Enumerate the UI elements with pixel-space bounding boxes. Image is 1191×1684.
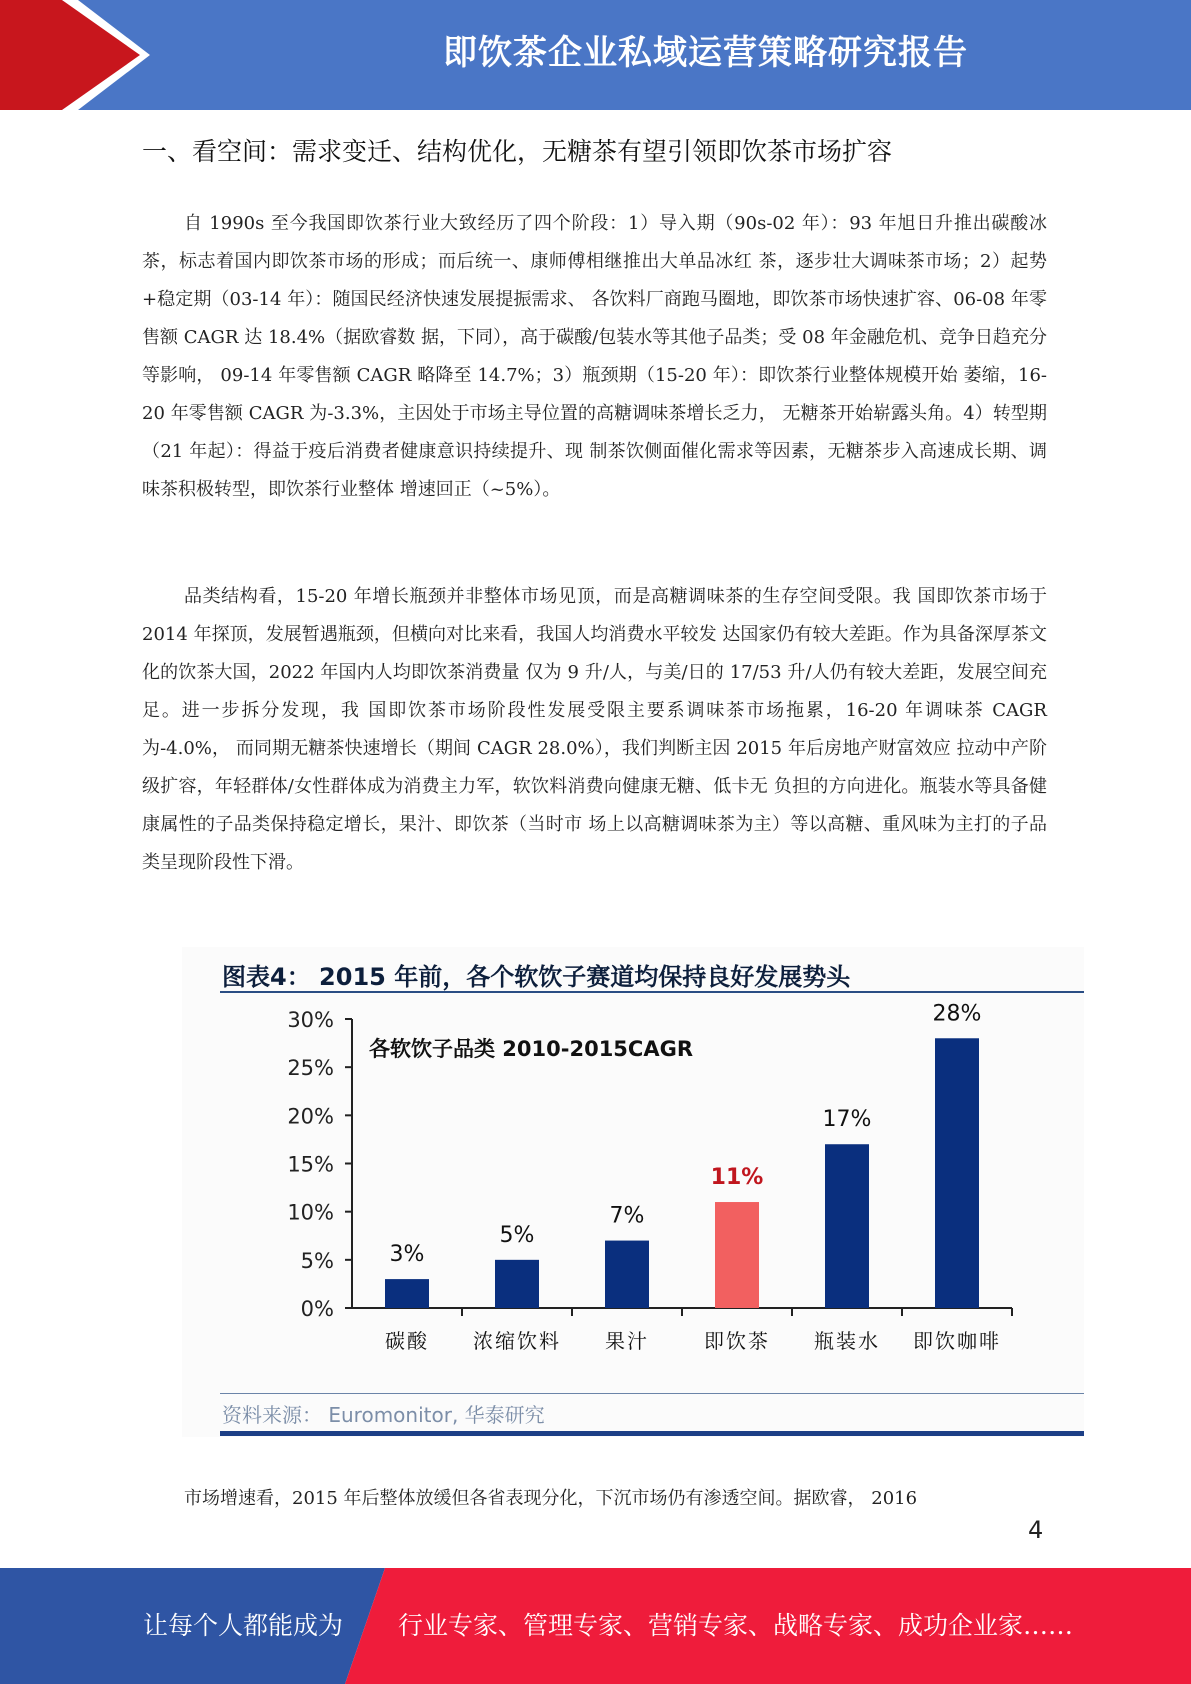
y-tick-label: 20% <box>287 1104 334 1129</box>
data-label-3: 11% <box>710 1165 764 1191</box>
figure-top-rule <box>220 991 1084 993</box>
y-tick-label: 15% <box>287 1152 334 1177</box>
report-title: 即饮茶企业私域运营策略研究报告 <box>443 33 968 73</box>
y-tick-label: 10% <box>287 1200 334 1225</box>
paragraph-category-structure: 品类结构看，15-20 年增长瓶颈并非整体市场见顶，而是高糖调味茶的生存空间受限。我 国即饮茶市场于 2014 年探顶，发展暂遇瓶颈，但横向对比来看，我国人均消费水平较发 达国家仍有较大差距。作为具备深厚茶文化的饮茶大国，2022 年国内人均即饮茶消费量 仅为 9 升/人，与美/日的 17/53 升/人仍有较大差距，发展空间充足。进一步拆分发现，我 国即饮茶市场阶段性发展受限主要系调味茶市场拖累，16-20 年调味茶 CAGR 为-4.0%， 而同期无糖茶快速增长（期间 CAGR 28.0%），我们判断主因 2015 年后房地产财富效应 拉动中产阶级扩容，年轻群体/女性群体成为消费主力军，软饮料消费向健康无糖、低卡无 负担的方向进化。瓶装水等具备健康属性的子品类保持稳定增长，果汁、即饮茶（当时市 场上以高糖调味茶为主）等以高糖、重风味为主打的子品类呈现阶段性下滑。 <box>142 586 1047 873</box>
x-tick-label-5: 即饮咖啡 <box>913 1329 1001 1353</box>
paragraph-stages: 自 1990s 至今我国即饮茶行业大致经历了四个阶段：1）导入期（90s-02 年）：93 年旭日升推出碳酸冰茶，标志着国内即饮茶市场的形成；而后统一、康师傅相继推出大单品冰红 茶，逐步壮大调味茶市场；2）起势+稳定期（03-14 年）：随国民经济快速发展提振需求、 各饮料厂商跑马圈地，即饮茶市场快速扩容、06-08 年零售额 CAGR 达 18.4%（据欧睿数 据，下同），高于碳酸/包装水等其他子品类；受 08 年金融危机、竞争日趋充分等影响， 09-14 年零售额 CAGR 略降至 14.7%；3）瓶颈期（15-20 年）：即饮茶行业整体规模开始 萎缩，16-20 年零售额 CAGR 为-3.3%，主因处于市场主导位置的高糖调味茶增长乏力， 无糖茶开始崭露头角。4）转型期（21 年起）：得益于疫后消费者健康意识持续提升、现 制茶饮侧面催化需求等因素，无糖茶步入高速成长期、调味茶积极转型，即饮茶行业整体 增速回正（~5%）。 <box>142 213 1047 500</box>
y-tick-label: 0% <box>300 1297 334 1321</box>
chart-title: 各软饮子品类 2010-2015CAGR <box>369 1037 693 1061</box>
data-label-5: 28% <box>932 1001 982 1027</box>
data-label-2: 7% <box>609 1203 645 1229</box>
bar-2 <box>605 1241 649 1308</box>
figure-source: 资料来源： Euromonitor, 华泰研究 <box>222 1403 545 1427</box>
x-tick-label-1: 浓缩饮料 <box>473 1329 561 1353</box>
bar-3 <box>715 1202 759 1308</box>
x-tick-label-4: 瓶装水 <box>814 1329 880 1353</box>
page-footer <box>0 1568 1191 1684</box>
footer-slogan-left: 让每个人都能成为 <box>143 1611 344 1640</box>
section-heading: 一、看空间：需求变迁、结构优化，无糖茶有望引领即饮茶市场扩容 <box>142 137 893 166</box>
footer-slogan-right: 行业专家、管理专家、营销专家、战略专家、成功企业家…… <box>398 1611 1074 1640</box>
page-number: 4 <box>1028 1516 1044 1544</box>
figure-title: 图表4： 2015 年前，各个软饮子赛道均保持良好发展势头 <box>222 963 851 991</box>
data-label-1: 5% <box>499 1222 535 1248</box>
x-tick-label-2: 果汁 <box>605 1329 649 1353</box>
y-tick-label: 30% <box>287 1008 334 1032</box>
x-tick-label-3: 即饮茶 <box>704 1329 770 1353</box>
bar-1 <box>495 1260 539 1308</box>
figure-bottom-rule <box>220 1431 1084 1436</box>
page-header <box>0 0 1191 110</box>
data-label-0: 3% <box>389 1242 425 1268</box>
header-arrow-icon <box>0 0 150 110</box>
bar-4 <box>825 1144 869 1308</box>
figure-source-rule <box>220 1393 1084 1394</box>
data-label-4: 17% <box>822 1107 872 1133</box>
y-tick-label: 5% <box>300 1248 334 1273</box>
figure-chart <box>182 947 1084 1437</box>
y-tick-label: 25% <box>287 1056 334 1081</box>
bar-0 <box>385 1279 429 1308</box>
paragraph-market-growth: 市场增速看，2015 年后整体放缓但各省表现分化，下沉市场仍有渗透空间。据欧睿， 2016 <box>184 1488 918 1509</box>
bar-5 <box>935 1038 979 1308</box>
cagr-bar-chart <box>182 997 1084 1382</box>
x-tick-label-0: 碳酸 <box>385 1329 429 1353</box>
